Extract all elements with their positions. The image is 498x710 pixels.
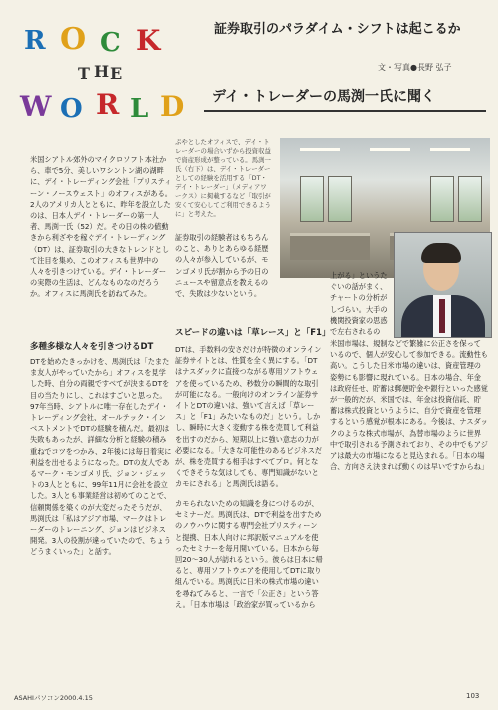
body-paragraph: DTは、手数料の安さだけが特徴のオンライン証券サイトとは、性質を全く異にする。「DTはナスダックに直接つながる専用ソフトウェアを使っているため、秒数分の瞬間的な取引が可能になる。一般向けのオンライン証券サイトとDTの違いは、強いて言えば「草レース」と「F1」みたいなものだ」という。しかし、瞬時に大きく変動する株を売買して利益を出すのだから、短期以上に強い意志の力が必要になる。「大きな可能性のあるビジネスだが、株を売買する相手はすべてプロ。何となくできそうな気はしても、専門知識がないとカモにされる」と馬渕氏は語る。 [175, 345, 323, 489]
section-heading: 多種多様な人々を引きつけるDT [30, 342, 154, 352]
logo-letter: L [130, 94, 149, 124]
page-number: 103 [466, 692, 480, 700]
logo-letter: D [160, 90, 185, 123]
logo-letter: R [96, 88, 120, 121]
rock-the-world-logo [20, 22, 200, 130]
main-headline: デイ・トレーダーの馬渕一氏に聞く [204, 82, 486, 112]
logo-letter: E [110, 64, 123, 83]
logo-letter: O [60, 22, 87, 57]
logo-letter: O [60, 94, 83, 124]
body-paragraph: カモられないための知識を身につけるのが、セミナーだ。馬渕氏は、DTで利益を出すためのノウハウに関する専門会社プリスティーンと提携、日本人向けに邦訳版マニュアルを使ったセミナーを毎月開いている。日本から毎回20～30人が訪れるという。彼らは日本に帰ると、専用ソフトウエアを使用してDTに取り組んでいる。馬渕氏に日米の株式市場の違いを尋ねてみると、一言で「公正さ」という答え。「日本市場は「政治家が買っているから [175, 499, 323, 609]
section-heading: スピードの違いは「草レース」と「F1」 [175, 328, 331, 338]
logo-letter: K [136, 24, 161, 57]
intro-paragraph: 米国シアトル郊外のマイクロソフト本社から、車で5分、美しいワシントン湖の湖畔に、デイ・トレーディング会社「プリスティーン・ノースウェスト」のオフィスがある。2人のアメリカ人とともに、昨年を設立したのは、日本人デイ・トレーダーの第一人者、馬渕一氏（52）だ。その日の株の値動きから利ざやを稼ぐデイ・トレーディング（DT）は、証券取引の大きなトレンドとして注目を集め、このオフィスも世界中の人々を引きつけている。デイ・トレーダーの実際の生活は、どんなものなのだろうか。オフィスに馬渕氏を訪ねてみた。 [30, 155, 172, 299]
body-paragraph: DTを始めたきっかけを、馬渕氏は「たまたま友人がやっていたから」オフィスを見学した時、自分の両親ですべてが決まるDTを目の当たりにし、これはすごいと思った。97年当時、シアトルに唯一存在したデイ・トレーディング会社、オールテック・インベストメントでDTの経験を積んだ。最初は失敗もあったが、詳細な分析と経験の積み重ねでコツをつかみ、2年後には毎日着実に利益を出せるようになった。DTの友人であるマーク・モンゴメリ氏、ジョン・ジェットの3人とともに、99年11月に会社を設立した。3人とも事業経営は初めてのことで、信頼関係を築くのが大変だったそうだが、馬渕氏は「私はアジア市場、マークはトレーダーのトレーニング、ジョンはビジネス開発。3人の役割が違っていたので、ちょうどうまくいった」と話す。 [30, 357, 172, 557]
logo-letter: T [78, 64, 90, 83]
portrait-photo [394, 232, 492, 338]
top-title: 証券取引のパラダイム・シフトは起こるか [214, 22, 461, 37]
footer-publication: ASAHIパソコン2000.4.15 [14, 694, 93, 702]
logo-letter: R [24, 26, 46, 56]
body-paragraph: 上がる」というたぐいの話がまく、チャートの分析がしづらい。大手の機関投資家の思惑で左右されるの [330, 271, 388, 336]
body-paragraph: 米国市場は、規制などで繁雑に公正さを保っているので、個人が安心して参加できる。流動性も高い。こうした日米市場の違いは、資産管理の姿勢にも影響に現れている。日本の場合、年金は政府任せ、貯蓄は郵便貯金や銀行といった感覚が一般的だが、米国では、年金は投資信託、貯蓄は株式投資というように、自分で資産を管理するという感覚が根本にある。今後は、ナスダックのような株式市場が、為替市場のように世界中で取引される予測されており、その中でもアジアは最大の市場になると見込まれる。「日本の場合、方向さえ決まれば動くのは早いですからね」 [330, 339, 488, 472]
logo-letter: H [94, 62, 110, 81]
body-paragraph: 証券取引の経験者はもちろんのこと、ありとあらゆる経歴の人々が参入しているが、モンゴメリ氏が割から予の日のニュースや留意点を教えるので、失敗は少ないという。 [175, 233, 269, 299]
logo-letter: W [20, 90, 52, 123]
logo-letter: C [100, 28, 121, 58]
byline: 文・写真●長野 弘子 [378, 63, 452, 72]
photo-caption: ぷやとしたオフィスで、デイ・トレーダーの場合いずから投資収益で資産形成が整っている。馬渕一氏（右下）は、デイ・トレーダーとしての経験を活用する「DT・デイ・トレーダー」（メディアワークス）に掲載するなど「取引が安くて安心してご利用できるように」と考えた。 [175, 138, 271, 218]
